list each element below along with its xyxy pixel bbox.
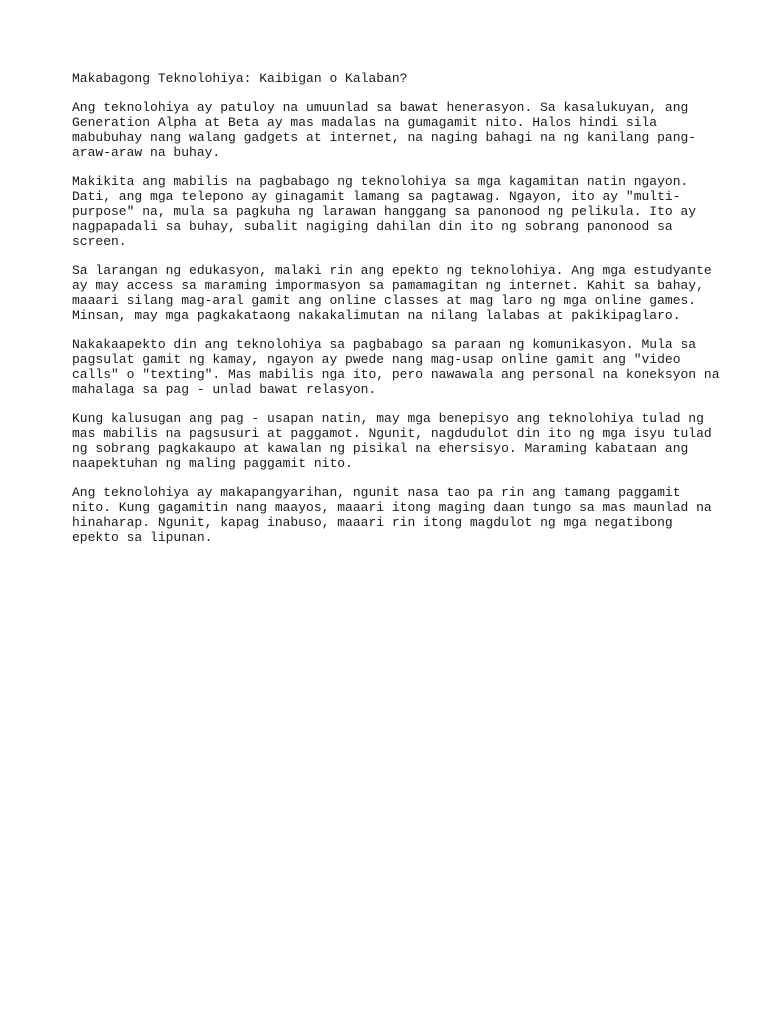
paragraph-line: Ang teknolohiya ay makapangyarihan, ngunit nasa tao pa rin ang tamang paggamit: [72, 485, 681, 501]
document-body: [72, 99, 720, 546]
paragraph-5: [72, 411, 712, 472]
paragraph-line: Sa larangan ng edukasyon, malaki rin ang epekto ng teknolohiya. Ang mga estudyante: [72, 263, 712, 279]
paragraph-line: ng sobrang pagkakaupo at kawalan ng pisikal na ehersisyo. Maraming kabataan ang: [72, 441, 689, 457]
paragraph-line: screen.: [72, 233, 127, 249]
document-title: Makabagong Teknolohiya: Kaibigan o Kalaban?: [72, 71, 408, 86]
paragraph-line: araw-araw na buhay.: [72, 144, 221, 160]
paragraph-line: nagpapadali sa buhay, subalit nagiging dahilan din ito ng sobrang panonood sa: [72, 218, 673, 234]
paragraph-line: purpose" na, mula sa pagkuha ng larawan hanggang sa panonood ng pelikula. Ito ay: [72, 203, 697, 219]
paragraph-line: Makikita ang mabilis na pagbabago ng teknolohiya sa mga kagamitan natin ngayon.: [72, 174, 689, 190]
paragraph-line: epekto sa lipunan.: [72, 530, 213, 546]
paragraph-line: pagsulat gamit ng kamay, ngayon ay pwede nang mag-usap online gamit ang "video: [72, 352, 681, 368]
paragraph-line: mas mabilis na pagsusuri at paggamot. Ngunit, nagdudulot din ito ng mga isyu tulad: [72, 426, 712, 442]
paragraph-line: hinaharap. Ngunit, kapag inabuso, maaari rin itong magdulot ng mga negatibong: [72, 515, 673, 531]
paragraph-line: Dati, ang mga telepono ay ginagamit lamang sa pagtawag. Ngayon, ito ay "multi-: [72, 188, 681, 204]
paragraph-6: [72, 485, 712, 546]
paragraph-line: naapektuhan ng maling paggamit nito.: [72, 456, 353, 472]
paragraph-line: calls" o "texting". Mas mabilis nga ito, pero nawawala ang personal na koneksyon na: [72, 367, 720, 382]
paragraph-line: maaari silang mag-aral gamit ang online classes at mag laro ng mga online games.: [72, 292, 697, 308]
paragraph-1: [72, 101, 708, 161]
paragraph-line: mahalaga sa pag - unlad bawat relasyon.: [72, 381, 377, 397]
paragraph-line: Kung kalusugan ang pag - usapan natin, may mga benepisyo ang teknolohiya tulad ng: [72, 411, 704, 427]
paragraph-2: [72, 175, 708, 250]
paragraph-line: nito. Kung gagamitin nang maayos, maaari itong maging daan tungo sa mas maunlad na: [72, 500, 712, 516]
paragraph-line: Generation Alpha at Beta ay mas madalas na gumagamit nito. Halos hindi sila: [72, 114, 658, 130]
paragraph-3: [72, 263, 712, 324]
paragraph-line: Minsan, may mga pagkakataong nakakalimutan na nilang lalabas at pakikipaglaro.: [72, 307, 681, 323]
paragraph-4: [72, 337, 720, 398]
paragraph-line: Nakakaapekto din ang teknolohiya sa pagbabago sa paraan ng komunikasyon. Mula sa: [72, 337, 697, 353]
paragraph-line: Ang teknolohiya ay patuloy na umuunlad sa bawat henerasyon. Sa kasalukuyan, ang: [72, 99, 689, 115]
paragraph-line: ay may access sa maraming impormasyon sa pamamagitan ng internet. Kahit sa bahay,: [72, 277, 704, 293]
paragraph-line: mabubuhay nang walang gadgets at internet, na naging bahagi na ng kanilang pang-: [72, 129, 697, 145]
